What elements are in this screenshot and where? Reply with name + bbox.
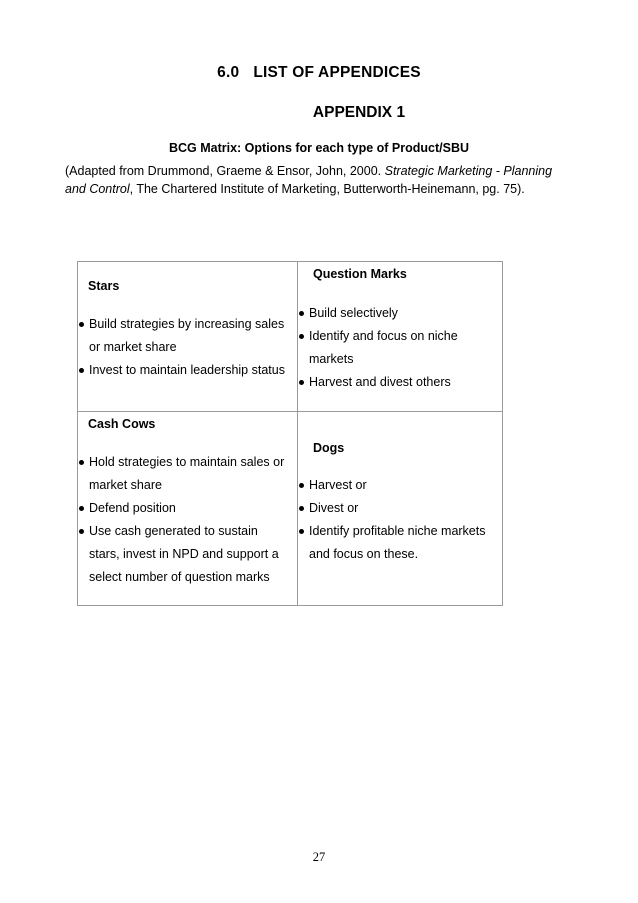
cash-cows-item: Use cash generated to sustain stars, invest in NPD and support a select number of question marks: [79, 520, 291, 589]
citation-text: (Adapted from Drummond, Graeme & Ensor, John, 2000.: [65, 164, 385, 178]
stars-cell: [79, 313, 291, 382]
matrix-caption: BCG Matrix: Options for each type of Product/SBU: [168, 141, 470, 155]
dogs-title: Dogs: [313, 441, 345, 455]
bcg-matrix-table: [77, 261, 503, 606]
question-marks-cell: [299, 302, 499, 394]
question-marks-item: Harvest and divest others: [299, 371, 499, 394]
citation-publisher: , The Chartered Institute of Marketing, Butterworth-Heinemann, pg. 75).: [129, 182, 525, 196]
question-marks-item: Build selectively: [299, 302, 499, 325]
page-number: 27: [312, 850, 326, 864]
dogs-cell: [299, 474, 499, 566]
section-title: LIST OF APPENDICES: [253, 64, 421, 81]
stars-item: Build strategies by increasing sales or market share: [79, 313, 291, 359]
cash-cows-item: Hold strategies to maintain sales or market share: [79, 451, 291, 497]
dogs-item: Harvest or: [299, 474, 499, 497]
section-number: 6.0: [217, 64, 240, 81]
matrix-vertical-divider: [297, 262, 298, 605]
citation-book-title: Strategic Marketing - Planning and Control: [65, 164, 553, 196]
matrix-horizontal-divider: [78, 411, 502, 412]
section-heading: [0, 64, 638, 82]
stars-item: Invest to maintain leadership status: [79, 359, 291, 382]
source-citation: [65, 162, 575, 198]
cash-cows-item: Defend position: [79, 497, 291, 520]
appendix-title: APPENDIX 1: [312, 104, 406, 121]
question-marks-title: Question Marks: [313, 267, 407, 281]
cash-cows-cell: [79, 451, 291, 589]
dogs-item: Identify profitable niche markets and focus on these.: [299, 520, 499, 566]
question-marks-item: Identify and focus on niche markets: [299, 325, 499, 371]
dogs-item: Divest or: [299, 497, 499, 520]
stars-title: Stars: [88, 279, 120, 293]
cash-cows-title: Cash Cows: [88, 417, 156, 431]
